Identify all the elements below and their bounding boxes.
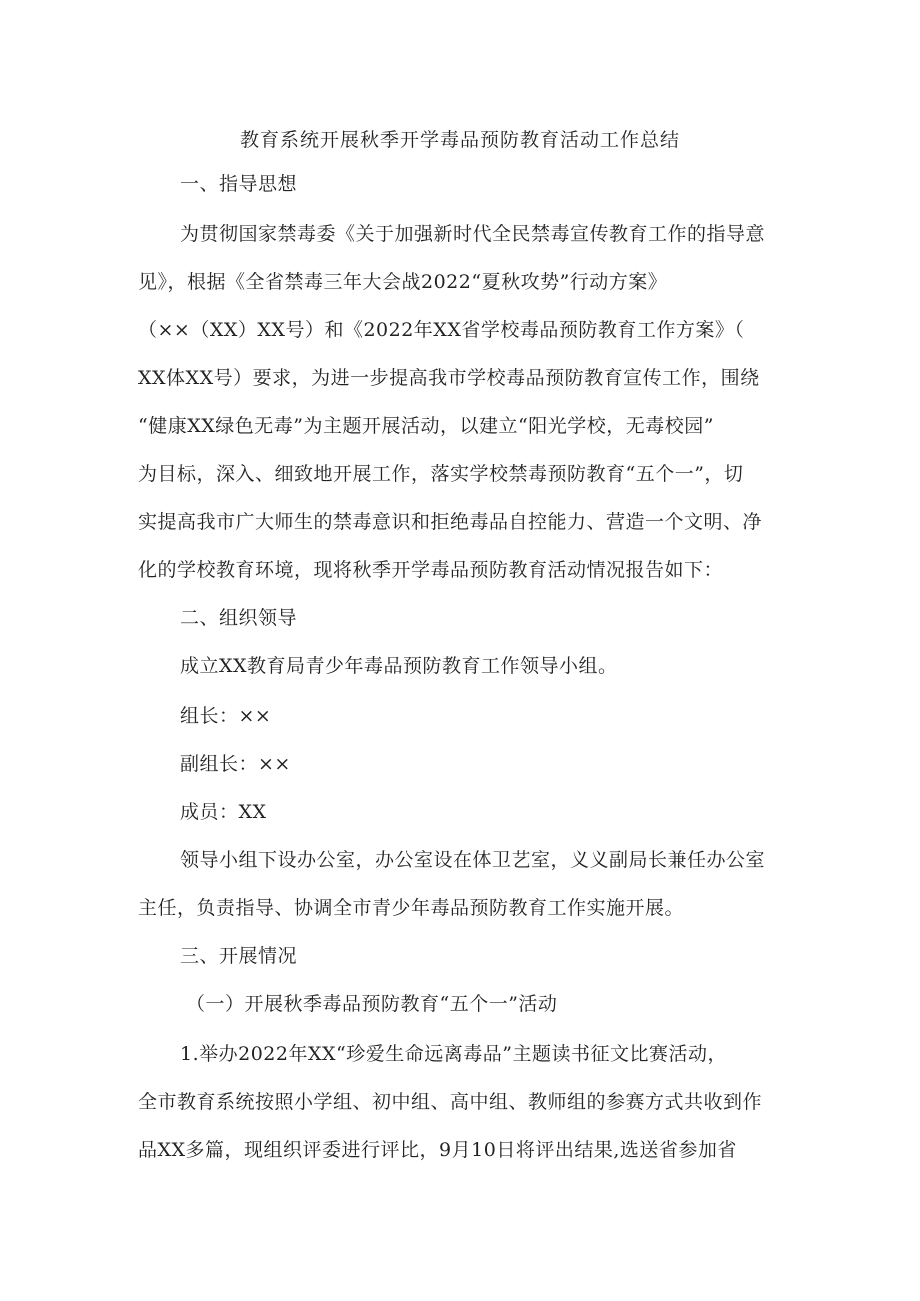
paragraph-line: 成立XX教育局青少年毒品预防教育工作领导小组。 — [180, 655, 618, 677]
paragraph-line: “健康XX绿色无毒”为主题开展活动，以建立“阳光学校，无毒校园” — [138, 415, 714, 437]
paragraph-line: （××（XX）XX号）和《2022年XX省学校毒品预防教育工作方案》（ — [138, 319, 745, 341]
paragraph-line: 全市教育系统按照小学组、初中组、高中组、教师组的参赛方式共收到作 — [138, 1091, 763, 1113]
team-members: 成员：XX — [180, 801, 267, 823]
heading-implementation: 三、开展情况 — [180, 945, 298, 967]
subheading-five-ones: （一）开展秋季毒品预防教育“五个一”活动 — [186, 993, 558, 1015]
team-leader: 组长：×× — [180, 705, 272, 727]
paragraph-line: 主任，负责指导、协调全市青少年毒品预防教育工作实施开展。 — [138, 897, 685, 919]
paragraph-line: 品XX多篇，现组织评委进行评比，9月10日将评出结果,选送省参加省 — [138, 1139, 737, 1161]
document-title: 教育系统开展秋季开学毒品预防教育活动工作总结 — [240, 129, 681, 151]
heading-organization: 二、组织领导 — [180, 607, 298, 629]
deputy-team-leader: 副组长：×× — [180, 753, 291, 775]
paragraph-line: 见》，根据《全省禁毒三年大会战2022“夏秋攻势”行动方案》 — [138, 271, 668, 293]
heading-guiding-ideology: 一、指导思想 — [180, 173, 298, 195]
paragraph-line: 化的学校教育环境，现将秋季开学毒品预防教育活动情况报告如下： — [138, 559, 724, 581]
paragraph-line: 实提高我市广大师生的禁毒意识和拒绝毒品自控能力、营造一个文明、净 — [138, 511, 763, 533]
paragraph-line: 为目标，深入、细致地开展工作，落实学校禁毒预防教育“五个一”，切 — [138, 463, 744, 485]
paragraph-line: 为贯彻国家禁毒委《关于加强新时代全民禁毒宣传教育工作的指导意 — [180, 223, 766, 245]
paragraph-line: 1.举办2022年XX“珍爱生命远离毒品”主题读书征文比赛活动， — [180, 1043, 727, 1065]
paragraph-line: XX体XX号）要求，为进一步提高我市学校毒品预防教育宣传工作，围绕 — [138, 367, 760, 389]
paragraph-line: 领导小组下设办公室，办公室设在体卫艺室，义义副局长兼任办公室 — [180, 849, 766, 871]
